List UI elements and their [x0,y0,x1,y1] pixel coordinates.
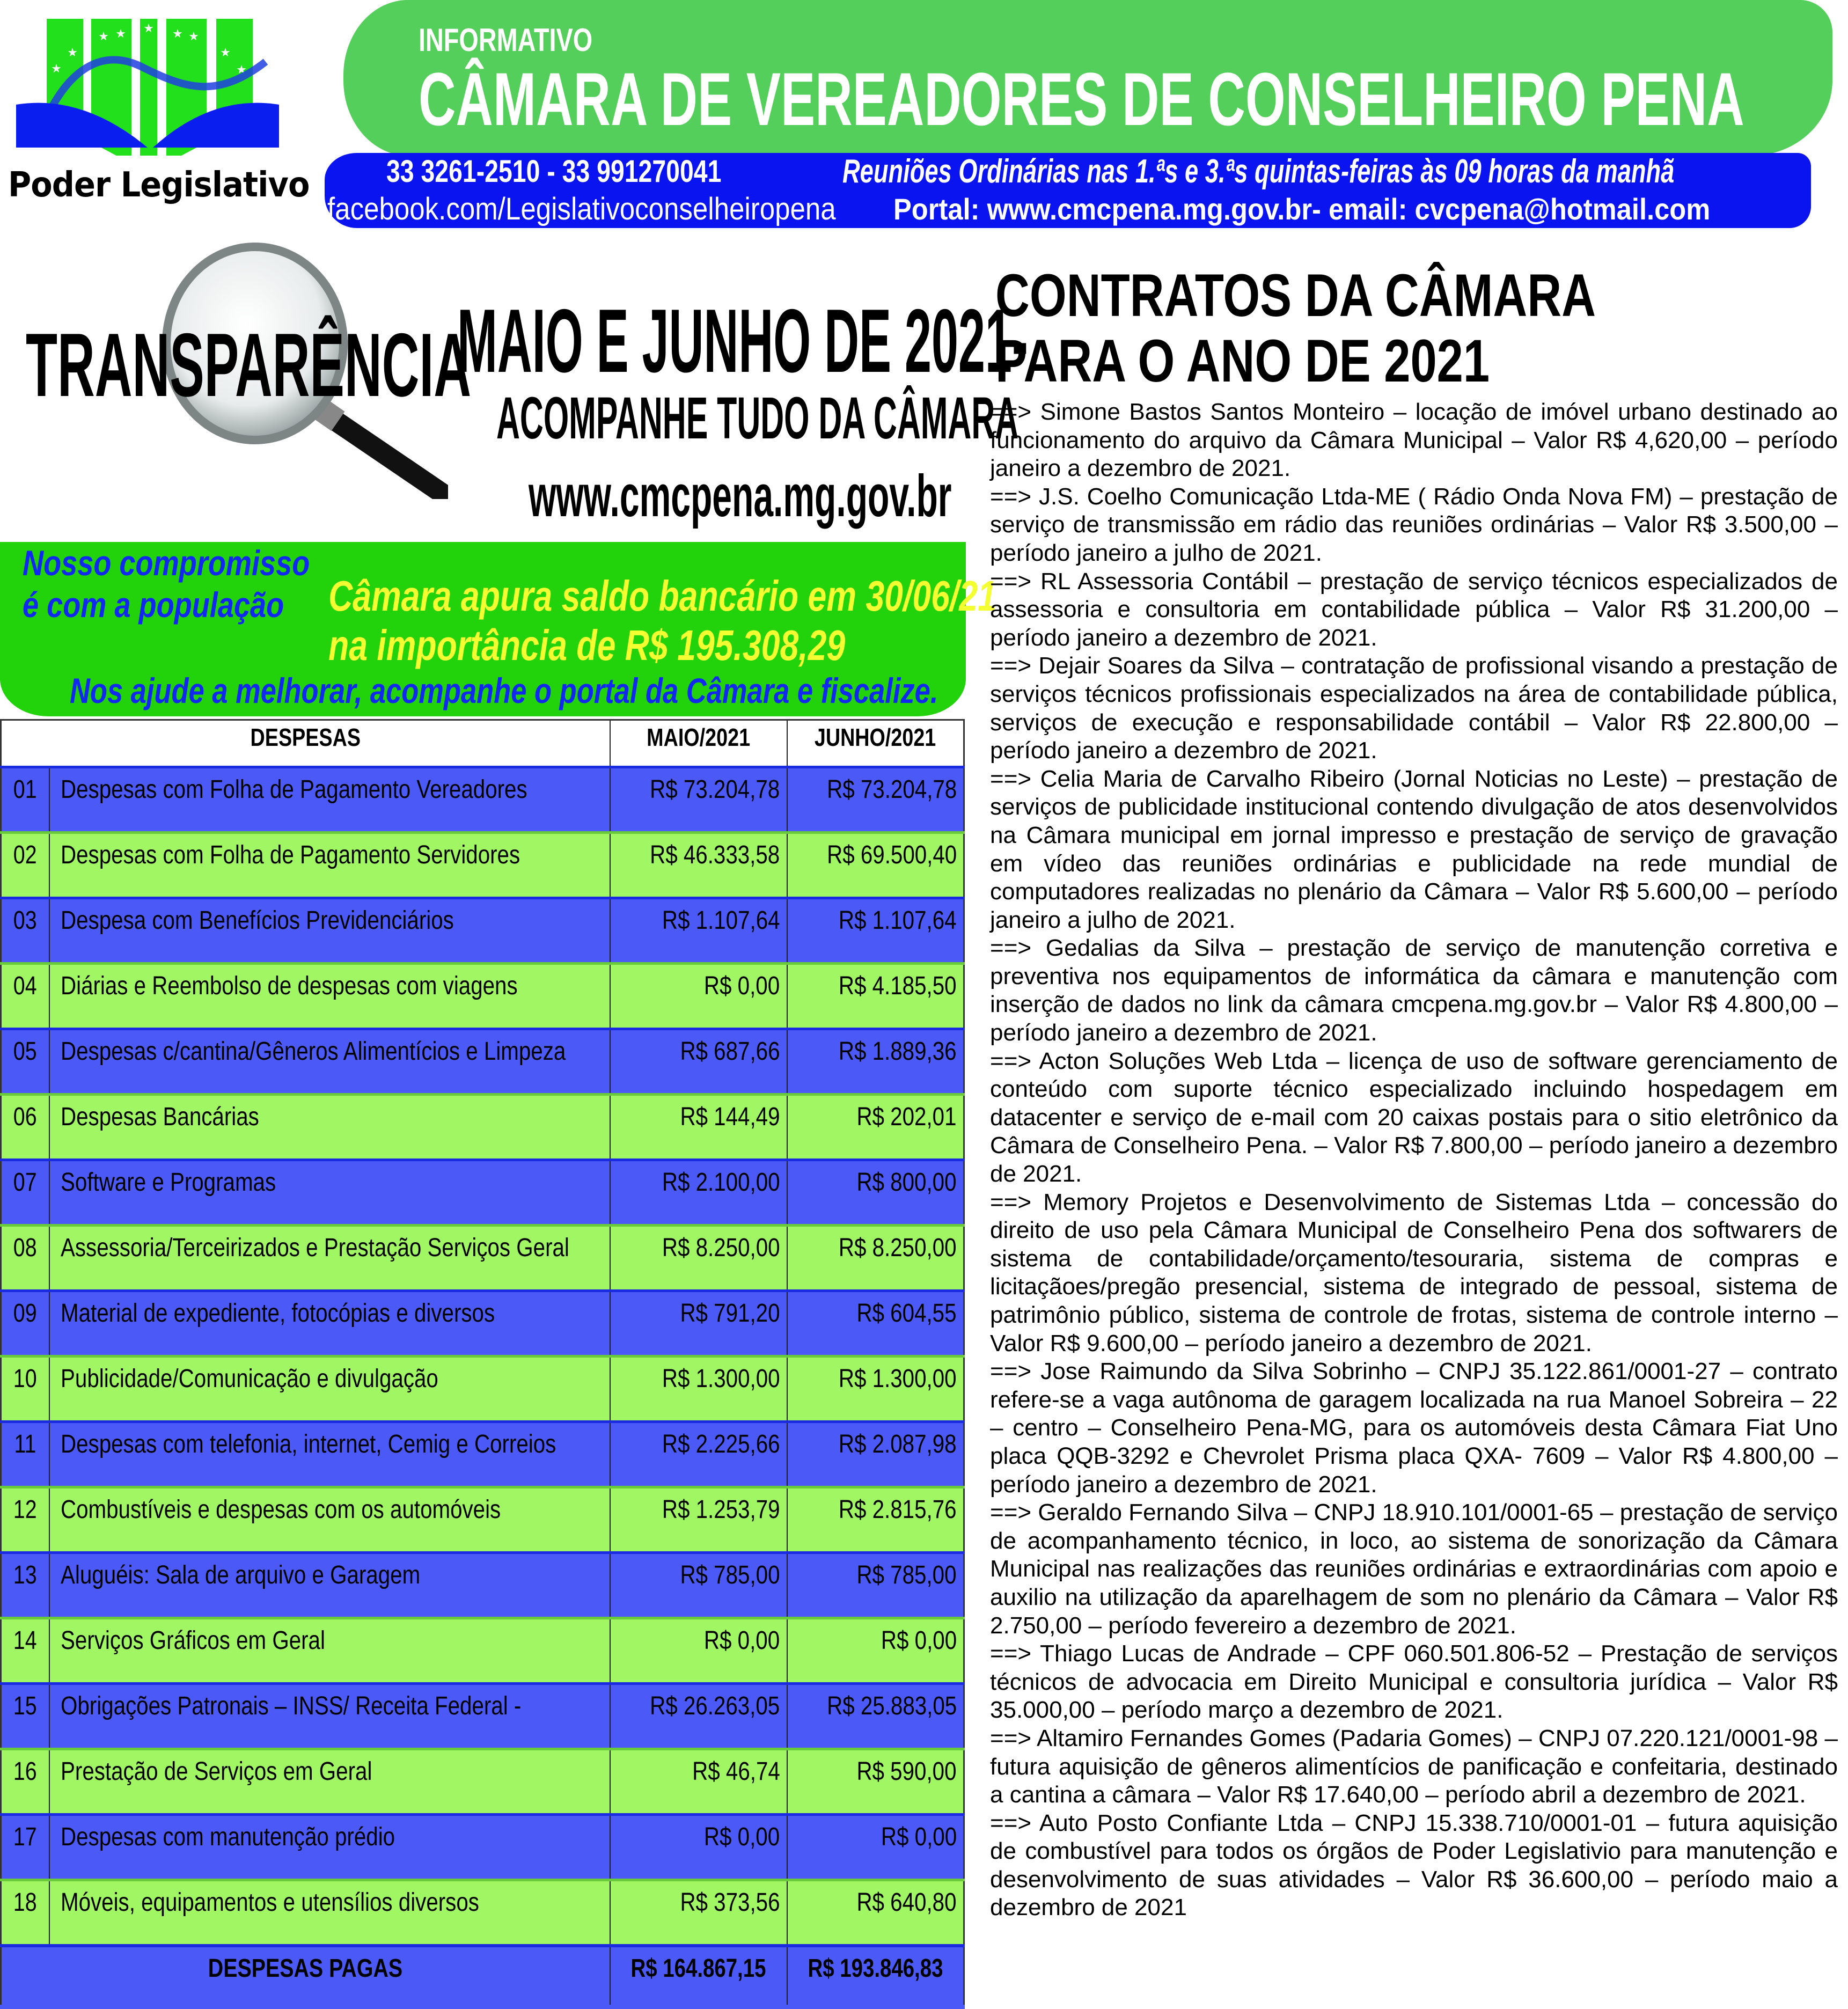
contract-item: ==> Simone Bastos Santos Monteiro – locação de imóvel urbano destinado ao funcionamento do arquivo da Câmara Municipal – Valor R$ 4,620,00 – período janeiro a dezembro de 2021. [990,399,1838,482]
portal-url[interactable]: www.cmcpena.mg.gov.br [529,463,952,529]
contracts-heading-line-1: CONTRATOS DA CÂMARA [995,262,1596,329]
contract-item: ==> Celia Maria de Carvalho Ribeiro (Jornal Noticias no Leste) – prestação de serviços de publicidade institucional contendo divulgação de atos desenvolvidos na Câmara municipal em jornal impresso e prestação de serviço de gravação em vídeo das reuniões ordinárias e publicidade na rede mundial de computadores realizadas no plenário da Câmara – Valor R$ 5.600,00 – período janeiro a julho de 2021. [990,765,1838,933]
expense-description: Material de expediente, fotocópias e diversos [49,1291,610,1357]
table-row [1,1357,964,1422]
may-value: R$ 73.204,78 [610,767,787,833]
expenses-table [0,719,965,2009]
contract-item: ==> Thiago Lucas de Andrade – CPF 060.501.806-52 – Prestação de serviços técnicos de advocacia em Direito Municipal e consultoria jurídica – Valor R$ 35.000,00 – período março a dezembro de 2021. [990,1640,1838,1724]
june-value: R$ 640,80 [787,1880,964,1946]
commitment-text [23,542,310,626]
contract-item: ==> J.S. Coelho Comunicação Ltda-ME ( Rádio Onda Nova FM) – prestação de serviço de transmissão em rádio das reuniões ordinárias – Valor R$ 3.500,00 – período janeiro a julho de 2021. [990,483,1838,566]
balance-line-2: na importância de R$ 195.308,29 [328,621,846,669]
table-row [1,1487,964,1553]
june-value: R$ 4.185,50 [787,964,964,1029]
expense-description: Diárias e Reembolso de despesas com viagens [49,964,610,1029]
may-value: R$ 1.300,00 [610,1357,787,1422]
row-number: 14 [1,1618,49,1684]
expense-description: Assessoria/Terceirizados e Prestação Serviços Geral [49,1226,610,1291]
facebook-link[interactable]: facebook.com/Legislativoconselheiropena [327,192,836,226]
expense-description: Despesas com telefonia, internet, Cemig e Correios [49,1422,610,1487]
total-label: DESPESAS PAGAS [1,1946,610,2007]
contract-item: ==> Dejair Soares da Silva – contratação de profissional visando a prestação de serviços técnicos profissionais especializados na área de contabilidade pública, serviços de execução e responsabilidade contábil – Valor R$ 22.800,00 – período janeiro a dezembro de 2021. [990,652,1838,764]
row-number: 10 [1,1357,49,1422]
expense-description: Obrigações Patronais – INSS/ Receita Federal - [49,1684,610,1749]
expense-description: Despesas com Folha de Pagamento Servidores [49,833,610,898]
may-value: R$ 46.333,58 [610,833,787,898]
svg-text:★: ★ [236,63,247,77]
table-row [1,1160,964,1226]
table-row [1,1684,964,1749]
contact-phones: 33 3261-2510 - 33 991270041 [386,154,722,189]
svg-text:★: ★ [98,30,109,43]
table-row [1,833,964,898]
row-number: 07 [1,1160,49,1226]
expense-description: Despesa com Benefícios Previdenciários [49,898,610,964]
june-value: R$ 73.204,78 [787,767,964,833]
table-row [1,964,964,1029]
june-value: R$ 69.500,40 [787,833,964,898]
svg-text:★: ★ [220,46,231,60]
contract-item: ==> Acton Soluções Web Ltda – licença de uso de software gerenciamento de conteúdo com suporte técnico especializado incluindo hospedagem em datacenter e serviço de e-mail com 20 caixas postais para o sitio eletrônico da Câmara de Conselheiro Pena. – Valor R$ 7.800,00 – período janeiro a dezembro de 2021. [990,1047,1838,1187]
row-number: 16 [1,1749,49,1815]
expense-description: Móveis, equipamentos e utensílios diversos [49,1880,610,1946]
balance-line-1: Câmara apura saldo bancário em 30/06/21 [328,572,996,620]
june-value: R$ 604,55 [787,1291,964,1357]
svg-text:★: ★ [143,22,154,35]
row-number: 17 [1,1815,49,1880]
table-row [1,1422,964,1487]
table-total-row [1,1946,964,2007]
portal-email-info[interactable]: Portal: www.cmcpena.mg.gov.br- email: cvcpena@hotmail.com [893,192,1711,226]
contract-item: ==> Altamiro Fernandes Gomes (Padaria Gomes) – CNPJ 07.220.121/0001-98 – futura aquisição de gêneros alimentícios de panificação e confeitaria, destinado a cantina a câmara – Valor R$ 17.640,00 – período abril a dezembro de 2021. [990,1725,1838,1808]
logo-caption: Poder Legislativo [8,165,310,205]
may-value: R$ 2.100,00 [610,1160,787,1226]
column-header-june: JUNHO/2021 [787,720,964,767]
commitment-line-2: é com a população [23,585,284,625]
row-number: 18 [1,1880,49,1946]
period-title: MAIO E JUNHO DE 2021- [457,290,1028,391]
row-number: 03 [1,898,49,964]
contracts-heading-line-2: PARA O ANO DE 2021 [995,327,1490,394]
may-value: R$ 687,66 [610,1029,787,1095]
june-value: R$ 1.107,64 [787,898,964,964]
may-value: R$ 0,00 [610,964,787,1029]
june-value: R$ 1.300,00 [787,1357,964,1422]
row-number: 13 [1,1553,49,1618]
svg-text:★: ★ [51,62,62,76]
table-row [1,1815,964,1880]
may-value: R$ 26.263,05 [610,1684,787,1749]
contracts-list [990,398,1838,1922]
column-header-may: MAIO/2021 [610,720,787,767]
contracts-heading [995,263,1596,394]
meeting-schedule: Reuniões Ordinárias nas 1.ªs e 3.ªs quintas-feiras às 09 horas da manhã [842,153,1675,190]
june-value: R$ 8.250,00 [787,1226,964,1291]
june-value: R$ 25.883,05 [787,1684,964,1749]
expense-description: Software e Programas [49,1160,610,1226]
table-row [1,1749,964,1815]
expense-description: Aluguéis: Sala de arquivo e Garagem [49,1553,610,1618]
table-row [1,1029,964,1095]
contract-item: ==> Gedalias da Silva – prestação de serviço de manutenção corretiva e preventiva nos equipamentos de informática da câmara e manutenção com inserção de dados no link da câmara cmcpena.mg.gov.br – Valor R$ 4.800,00 – período janeiro a dezembro de 2021. [990,935,1838,1046]
expense-description: Despesas c/cantina/Gêneros Alimentícios e Limpeza [49,1029,610,1095]
svg-text:★: ★ [172,27,183,41]
call-to-action: Nos ajude a melhorar, acompanhe o portal da Câmara e fiscalize. [70,671,938,710]
expense-description: Despesas com manutenção prédio [49,1815,610,1880]
transparency-heading: TRANSPARÊNCIA [26,314,472,415]
row-number: 05 [1,1029,49,1095]
table-row [1,1553,964,1618]
june-value: R$ 590,00 [787,1749,964,1815]
june-value: R$ 1.889,36 [787,1029,964,1095]
may-value: R$ 0,00 [610,1618,787,1684]
expense-description: Publicidade/Comunicação e divulgação [49,1357,610,1422]
row-number: 04 [1,964,49,1029]
header-kicker: INFORMATIVO [419,22,593,58]
row-number: 11 [1,1422,49,1487]
may-value: R$ 144,49 [610,1095,787,1160]
period-subtitle: ACOMPANHE TUDO DA CÂMARA [496,385,1019,451]
total-may: R$ 164.867,15 [610,1946,787,2007]
row-number: 08 [1,1226,49,1291]
contract-item: ==> Auto Posto Confiante Ltda – CNPJ 15.338.710/0001-01 – futura aquisição de combustível para todos os órgãos de Poder Legislativio para manutenção e desenvolvimento de suas atividades – Valor R$ 36.600,00 – período maio a dezembro de 2021 [990,1809,1838,1921]
expense-description: Serviços Gráficos em Geral [49,1618,610,1684]
total-june: R$ 193.846,83 [787,1946,964,2007]
june-value: R$ 785,00 [787,1553,964,1618]
row-number: 09 [1,1291,49,1357]
may-value: R$ 8.250,00 [610,1226,787,1291]
table-header-row [1,720,964,767]
june-value: R$ 2.815,76 [787,1487,964,1553]
row-number: 15 [1,1684,49,1749]
contract-item: ==> Geraldo Fernando Silva – CNPJ 18.910.101/0001-65 – prestação de serviço de acompanhamento técnico, in loco, ao sistema de sonorização da Câmara Municipal nas realizações das reuniões ordinárias e extraordinárias com apoio e auxilio na utilização da aparelhagem de som no plenário da Câmara – Valor R$ 2.750,00 – período fevereiro a dezembro de 2021. [990,1499,1838,1639]
may-value: R$ 373,56 [610,1880,787,1946]
expense-description: Combustíveis e despesas com os automóveis [49,1487,610,1553]
may-value: R$ 1.107,64 [610,898,787,964]
table-row [1,767,964,833]
header-title: CÂMARA DE VEREADORES DE CONSELHEIRO PENA [419,57,1744,141]
june-value: R$ 2.087,98 [787,1422,964,1487]
contract-item: ==> Jose Raimundo da Silva Sobrinho – CNPJ 35.122.861/0001-27 – contrato refere-se a vaga autônoma de garagem localizada na rua Manoel Sobreira – 22 – centro – Conselheiro Pena-MG, para os automóveis desta Câmara Fiat Uno placa QQB-3292 e Chevrolet Prisma placa QXA- 7609 – Valor R$ 4.800,00 – período janeiro a dezembro de 2021. [990,1358,1838,1498]
row-number: 02 [1,833,49,898]
table-row [1,1291,964,1357]
may-value: R$ 46,74 [610,1749,787,1815]
may-value: R$ 2.225,66 [610,1422,787,1487]
may-value: R$ 1.253,79 [610,1487,787,1553]
commitment-line-1: Nosso compromisso [23,543,310,583]
table-row [1,1880,964,1946]
row-number: 06 [1,1095,49,1160]
expense-description: Despesas Bancárias [49,1095,610,1160]
svg-text:★: ★ [188,30,199,43]
june-value: R$ 0,00 [787,1618,964,1684]
expense-description: Despesas com Folha de Pagamento Vereadores [49,767,610,833]
contract-item: ==> Memory Projetos e Desenvolvimento de Sistemas Ltda – concessão do direito de uso pela Câmara Municipal de Conselheiro Pena dos softwarers de sistema de contabilidade/orçamento/tesouraria, sistema de compras e licitaçãoes/pregão presencial, sistema de integrado de pessoal, sistema de patrimônio público, sistema de controle de frotas, sistema de controle interno – Valor R$ 9.600,00 – período janeiro a dezembro de 2021. [990,1189,1838,1357]
column-header-description: DESPESAS [1,720,610,767]
row-number: 01 [1,767,49,833]
table-row [1,1226,964,1291]
table-row [1,898,964,964]
expense-description: Prestação de Serviços em Geral [49,1749,610,1815]
may-value: R$ 791,20 [610,1291,787,1357]
june-value: R$ 800,00 [787,1160,964,1226]
june-value: R$ 0,00 [787,1815,964,1880]
may-value: R$ 0,00 [610,1815,787,1880]
table-row [1,1618,964,1684]
june-value: R$ 202,01 [787,1095,964,1160]
bank-balance-text [328,571,996,670]
svg-text:★: ★ [115,27,126,41]
may-value: R$ 785,00 [610,1553,787,1618]
svg-text:★: ★ [67,46,78,60]
table-row [1,1095,964,1160]
row-number: 12 [1,1487,49,1553]
contract-item: ==> RL Assessoria Contábil – prestação de serviço técnicos especializados de assessoria e consultoria em contabilidade pública – Valor R$ 31.200,00 – período janeiro a dezembro de 2021. [990,568,1838,651]
poder-legislativo-logo [8,8,287,156]
